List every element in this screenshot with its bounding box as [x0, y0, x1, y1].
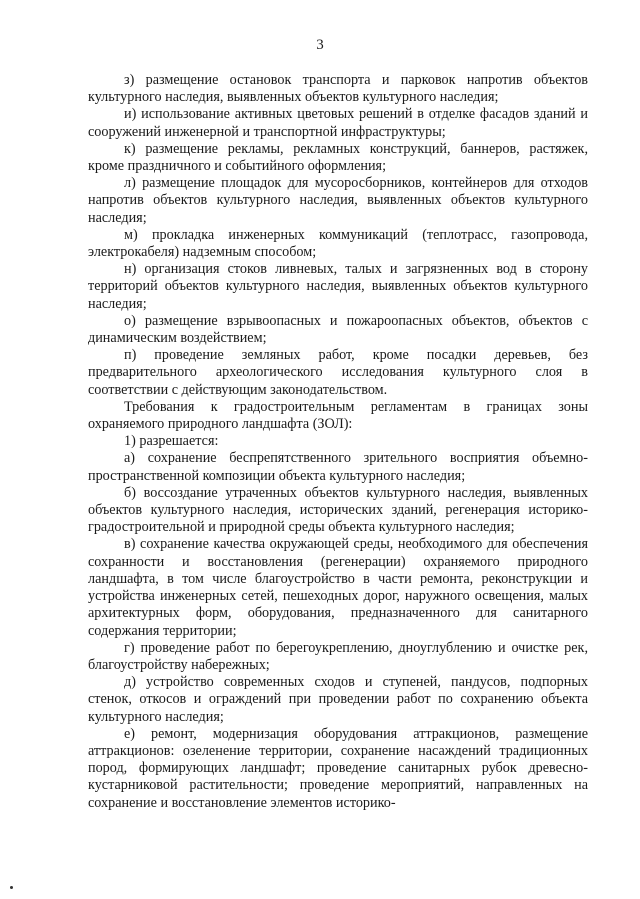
- paragraph-n: н) организация стоков ливневых, талых и загрязненных вод в сторону территорий объектов культурного наследия, выявленных объектов культурного наследия;: [88, 261, 588, 312]
- paragraph-a: а) сохранение беспрепятственного зрительного восприятия объемно-пространственной композиции объекта культурного наследия;: [88, 450, 588, 484]
- scan-artifact-dot: [10, 886, 13, 889]
- page-number: 3: [316, 37, 324, 53]
- paragraph-m: м) прокладка инженерных коммуникаций (теплотрасс, газопровода, электрокабеля) надземным способом;: [88, 226, 588, 261]
- paragraph-v: в) сохранение качества окружающей среды, необходимого для обеспечения сохранности и восстановления (регенерации) охраняемого природного ландшафта, в том числе благоустройство в части ремонта, реконструкции и устройства инженерных сетей, пешеходных дорог, наружного освещения, малых архитектурных форм, оборудования, предназначенного для санитарного содержания территории;: [88, 536, 588, 639]
- paragraph-o: о) размещение взрывоопасных и пожароопасных объектов, объектов с динамическим воздействием;: [88, 312, 588, 347]
- paragraph-p: п) проведение земляных работ, кроме посадки деревьев, без предварительного археологического исследования культурного слоя в соответствии с действующим законодательством.: [88, 347, 588, 398]
- paragraph-d: д) устройство современных сходов и ступеней, пандусов, подпорных стенок, откосов и ограждений при проведении работ по сохранению объекта культурного наследия;: [88, 674, 588, 725]
- paragraph-zol-requirements: Требования к градостроительным регламентам в границах зоны охраняемого природного ландшафта (ЗОЛ):: [88, 398, 588, 433]
- paragraph-g: г) проведение работ по берегоукреплению, дноуглублению и очистке рек, благоустройству набережных;: [88, 639, 588, 673]
- paragraph-b: б) воссоздание утраченных объектов культурного наследия, выявленных объектов культурного наследия, исторических зданий, регенерация историко-градостроительной и природной среды объекта культурного наследия;: [88, 484, 588, 536]
- paragraph-k: к) размещение рекламы, рекламных конструкций, баннеров, растяжек, кроме праздничного и событийного оформления;: [88, 140, 588, 175]
- paragraph-i: и) использование активных цветовых решений в отделке фасадов зданий и сооружений инженерной и транспортной инфраструктуры;: [88, 106, 588, 140]
- paragraph-allowed-heading: 1) разрешается:: [124, 433, 219, 450]
- paragraph-z: з) размещение остановок транспорта и парковок напротив объектов культурного наследия, выявленных объектов культурного наследия;: [88, 72, 588, 106]
- paragraph-l: л) размещение площадок для мусоросборников, контейнеров для отходов напротив объектов культурного наследия, выявленных объектов культурного наследия;: [88, 175, 588, 226]
- document-body: [88, 72, 588, 812]
- paragraph-e: е) ремонт, модернизация оборудования аттракционов, размещение аттракционов: озеленение территории, сохранение насаждений традиционных пород, формирующих ландшафт; проведение санитарных рубок древесно-кустарниковой растительности; проведение мероприятий, направленных на сохранение и восстановление элементов историко-: [88, 725, 588, 811]
